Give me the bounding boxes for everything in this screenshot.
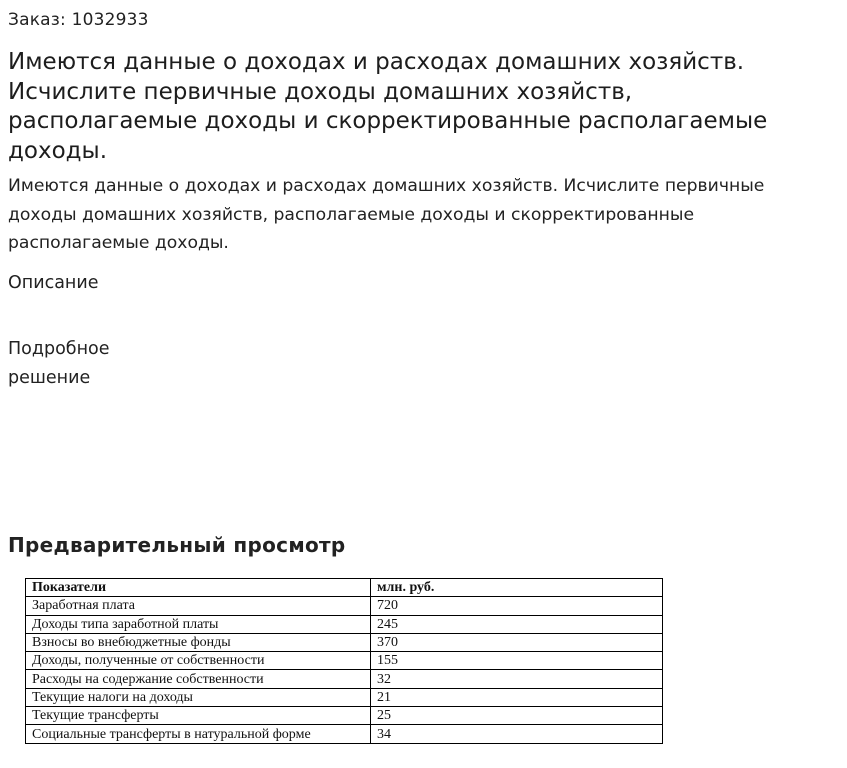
table-row <box>26 652 663 670</box>
table-cell-value: 370 <box>371 633 663 651</box>
detailed-solution-label: Подробное решение <box>8 339 110 388</box>
table-header-row <box>26 579 663 597</box>
table-cell-indicator: Текущие налоги на доходы <box>26 688 371 706</box>
table-cell-value: 720 <box>371 597 663 615</box>
task-text: Имеются данные о доходах и расходах домашних хозяйств. Исчислите первичные доходы домашних хозяйств, располагаемые доходы и скорректированные располагаемые доходы. <box>8 176 765 253</box>
table-cell-indicator: Социальные трансферты в натуральной форме <box>26 725 371 743</box>
page-title: Имеются данные о доходах и расходах домашних хозяйств. Исчислите первичные доходы домашних хозяйств, располагаемые доходы и скорректированные располагаемые доходы. <box>8 49 768 164</box>
table-row <box>26 707 663 725</box>
table-cell-indicator: Заработная плата <box>26 597 371 615</box>
table-cell-value: 34 <box>371 725 663 743</box>
table-cell-indicator: Доходы типа заработной платы <box>26 615 371 633</box>
table-cell-indicator: Расходы на содержание собственности <box>26 670 371 688</box>
table-header-indicators: Показатели <box>26 579 371 597</box>
table-cell-indicator: Взносы во внебюджетные фонды <box>26 633 371 651</box>
table-cell-indicator: Доходы, полученные от собственности <box>26 652 371 670</box>
order-number: Заказ: 1032933 <box>8 10 149 30</box>
preview-heading: Предварительный просмотр <box>8 533 346 557</box>
table-cell-value: 25 <box>371 707 663 725</box>
table-row <box>26 615 663 633</box>
table-cell-indicator: Текущие трансферты <box>26 707 371 725</box>
table-cell-value: 155 <box>371 652 663 670</box>
preview-data-table <box>25 578 663 744</box>
description-label: Описание <box>8 273 99 293</box>
table-cell-value: 245 <box>371 615 663 633</box>
table-header-unit: млн. руб. <box>371 579 663 597</box>
table-cell-value: 21 <box>371 688 663 706</box>
table-row <box>26 670 663 688</box>
table-row <box>26 688 663 706</box>
table-row <box>26 725 663 743</box>
table-cell-value: 32 <box>371 670 663 688</box>
table-row <box>26 597 663 615</box>
table-row <box>26 633 663 651</box>
